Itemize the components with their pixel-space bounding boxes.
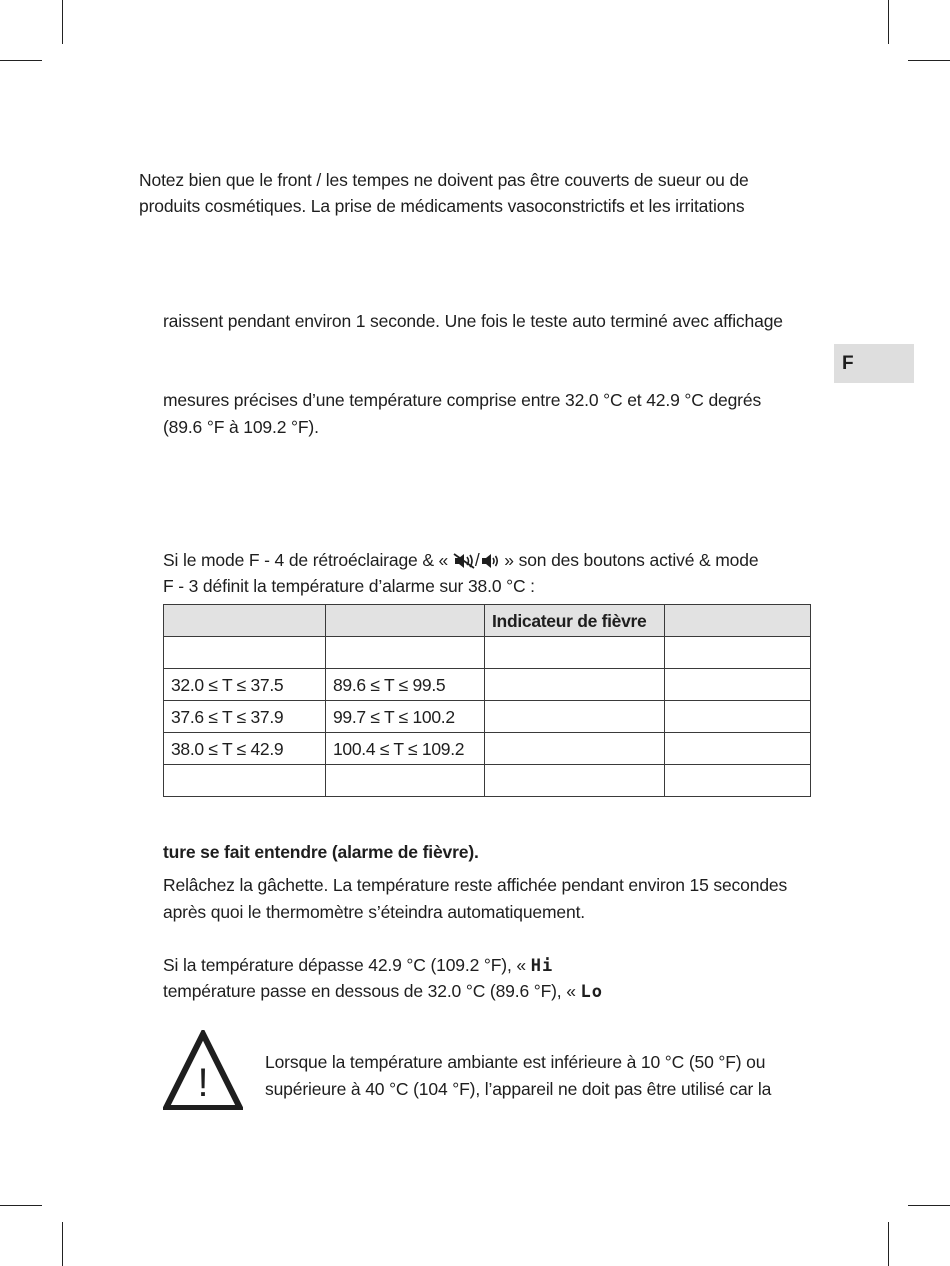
paragraph-line	[163, 547, 758, 576]
table-cell	[326, 637, 485, 669]
crop-mark-bottom-right-v	[888, 1222, 889, 1266]
table-cell	[326, 765, 485, 797]
table-row	[164, 733, 811, 765]
icon-separator: /	[474, 550, 480, 570]
warning-text-line: supérieure à 40 °C (104 °F), l’appareil ne doit pas être utilisé car la	[265, 1079, 772, 1099]
table-cell: 99.7 ≤ T ≤ 100.2	[326, 701, 485, 733]
warning-text-line: Lorsque la température ambiante est inférieure à 10 °C (50 °F) ou	[265, 1052, 766, 1072]
lcd-display-hi: Hi	[530, 956, 554, 976]
table-cell	[164, 637, 326, 669]
lcd-display-lo: Lo	[580, 982, 604, 1002]
table-cell: 37.6 ≤ T ≤ 37.9	[164, 701, 326, 733]
crop-mark-bottom-right-h	[908, 1205, 950, 1206]
table-row	[164, 669, 811, 701]
paragraph-line: Relâchez la gâchette. La température reste affichée pendant environ 15 secondes	[163, 875, 788, 895]
table-header-row	[164, 605, 811, 637]
table-cell: 100.4 ≤ T ≤ 109.2	[326, 733, 485, 765]
table-cell	[485, 765, 665, 797]
paragraph-line: Notez bien que le front / les tempes ne doivent pas être couverts de sueur ou de	[139, 170, 749, 190]
paragraph-line: F - 3 définit la température d’alarme sur 38.0 °C :	[163, 576, 535, 596]
warning-triangle-icon	[163, 1030, 243, 1110]
table-cell	[665, 733, 811, 765]
paragraph-line	[163, 952, 553, 979]
table-cell	[665, 669, 811, 701]
text-segment: Si la température dépasse 42.9 °C (109.2 °F), «	[163, 955, 526, 975]
crop-mark-top-right-h	[908, 60, 950, 61]
paragraph-line: raissent pendant environ 1 seconde. Une fois le teste auto terminé avec affichage	[163, 311, 783, 331]
table-cell	[485, 669, 665, 701]
table-cell	[485, 733, 665, 765]
table-row	[164, 701, 811, 733]
warning-mark: !	[197, 1061, 209, 1105]
crop-mark-top-left-h	[0, 60, 42, 61]
paragraph-line	[163, 978, 603, 1005]
paragraph-line: ture se fait entendre (alarme de fièvre).	[163, 842, 479, 862]
table-cell: 38.0 ≤ T ≤ 42.9	[164, 733, 326, 765]
crop-mark-bottom-left-v	[62, 1222, 63, 1266]
table-cell	[164, 765, 326, 797]
text-segment: température passe en dessous de 32.0 °C (89.6 °F), «	[163, 981, 576, 1001]
table-header-cell	[326, 605, 485, 637]
paragraph-line: produits cosmétiques. La prise de médicaments vasoconstrictifs et les irritations	[139, 196, 745, 216]
table-cell	[485, 637, 665, 669]
table-cell: 32.0 ≤ T ≤ 37.5	[164, 669, 326, 701]
table-cell	[485, 701, 665, 733]
text-segment: Si le mode F - 4 de rétroéclairage & «	[163, 550, 449, 570]
fever-indicator-table	[163, 604, 811, 797]
table-header-cell	[164, 605, 326, 637]
crop-mark-top-right-v	[888, 0, 889, 44]
table-cell	[665, 701, 811, 733]
text-segment: » son des boutons activé & mode	[504, 550, 759, 570]
table-cell: 89.6 ≤ T ≤ 99.5	[326, 669, 485, 701]
table-cell	[665, 765, 811, 797]
crop-mark-top-left-v	[62, 0, 63, 44]
table-header-cell	[665, 605, 811, 637]
language-tab: F	[834, 344, 914, 383]
table-cell	[665, 637, 811, 669]
paragraph-line: (89.6 °F à 109.2 °F).	[163, 417, 319, 437]
paragraph-line: mesures précises d’une température comprise entre 32.0 °C et 42.9 °C degrés	[163, 390, 762, 410]
crop-mark-bottom-left-h	[0, 1205, 42, 1206]
table-row	[164, 637, 811, 669]
table-header-cell: Indicateur de fièvre	[485, 605, 665, 637]
table-row	[164, 765, 811, 797]
paragraph-line: après quoi le thermomètre s’éteindra automatiquement.	[163, 902, 586, 922]
